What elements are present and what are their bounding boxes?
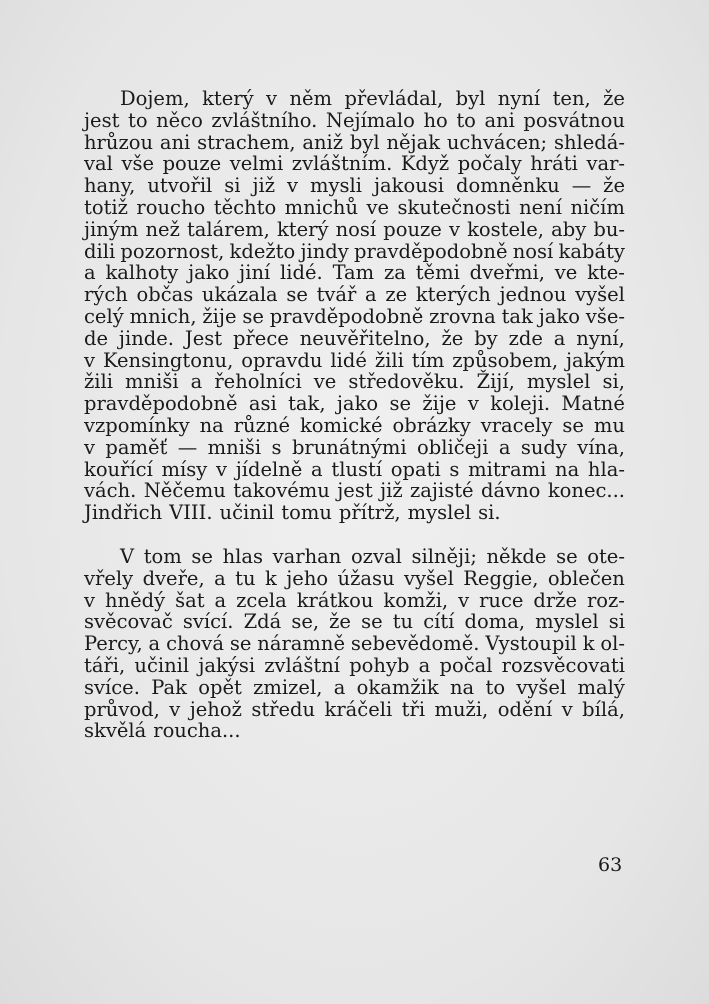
text-line: Jindřich VIII. učinil tomu přítrž, myslel si. <box>84 501 501 525</box>
text-line: táři, učinil jakýsi zvláštní pohyb a počal rozsvěcovati <box>84 653 625 677</box>
text-line: hrůzou ani strachem, aniž byl nějak uchvácen; shledá- <box>84 130 625 154</box>
text-line: kouřící mísy v jídelně a tlustí opati s mitrami na hla- <box>84 457 625 481</box>
text-line: v hnědý šat a zcela krátkou komži, v ruce drže roz- <box>84 588 625 612</box>
text-line: jest to něco zvláštního. Nejímalo ho to ani posvátnou <box>84 108 625 132</box>
text-line: rých občas ukázala se tvář a ze kterých jednou vyšel <box>84 283 625 307</box>
text-line: svěcovač svící. Zdá se, že se tu cítí doma, myslel si <box>84 610 625 634</box>
text-line: vzpomínky na různé komické obrázky vracely se mu <box>84 413 625 437</box>
paragraph-2 <box>84 546 625 742</box>
text-line: žili mniši a řeholníci ve středověku. Žijí, myslel si, <box>84 370 625 394</box>
text-line: Dojem, který v něm převládal, byl nyní ten, že <box>120 87 625 110</box>
text-line: jiným než talárem, který nosí pouze v kostele, aby bu- <box>84 217 625 241</box>
text-line: průvod, v jehož středu kráčeli tři muži, odění v bílá, <box>84 697 625 721</box>
text-line: celý mnich, žije se pravděpodobně zrovna tak jako vše- <box>84 304 625 328</box>
text-line: pravděpodobně asi tak, jako se žije v koleji. Matné <box>84 392 625 416</box>
text-line: vách. Něčemu takovému jest již zajisté dávno konec... <box>84 479 625 503</box>
text-line: de jinde. Jest přece neuvěřitelno, že by zde a nyní, <box>84 326 625 350</box>
text-line: V tom se hlas varhan ozval silněji; někde se ote- <box>120 544 625 568</box>
paragraph-1 <box>84 88 625 524</box>
text-line: hany, utvořil si již v mysli jakousi domněnku — že <box>84 174 625 198</box>
text-line: dili pozornost, kdežto jindy pravděpodobně nosí kabáty <box>84 239 625 263</box>
page-number: 63 <box>598 854 623 876</box>
text-line: svíce. Pak opět zmizel, a okamžik na to vyšel malý <box>84 675 625 699</box>
body-text <box>84 88 625 742</box>
text-line: v paměť — mniši s brunátnými obličeji a sudy vína, <box>84 435 625 459</box>
text-line: totiž roucho těchto mnichů ve skutečnosti není ničím <box>84 195 625 219</box>
text-line: Percy, a chová se náramně sebevědomě. Vystoupil k ol- <box>84 632 625 656</box>
text-line: val vše pouze velmi zvláštním. Když počaly hráti var- <box>84 152 625 176</box>
text-line: a kalhoty jako jiní lidé. Tam za těmi dveřmi, ve kte- <box>84 261 625 285</box>
text-line: skvělá roucha... <box>84 719 241 743</box>
text-line: v Kensingtonu, opravdu lidé žili tím způsobem, jakým <box>84 348 625 372</box>
text-line: vřely dveře, a tu k jeho úžasu vyšel Reggie, oblečen <box>84 566 625 590</box>
